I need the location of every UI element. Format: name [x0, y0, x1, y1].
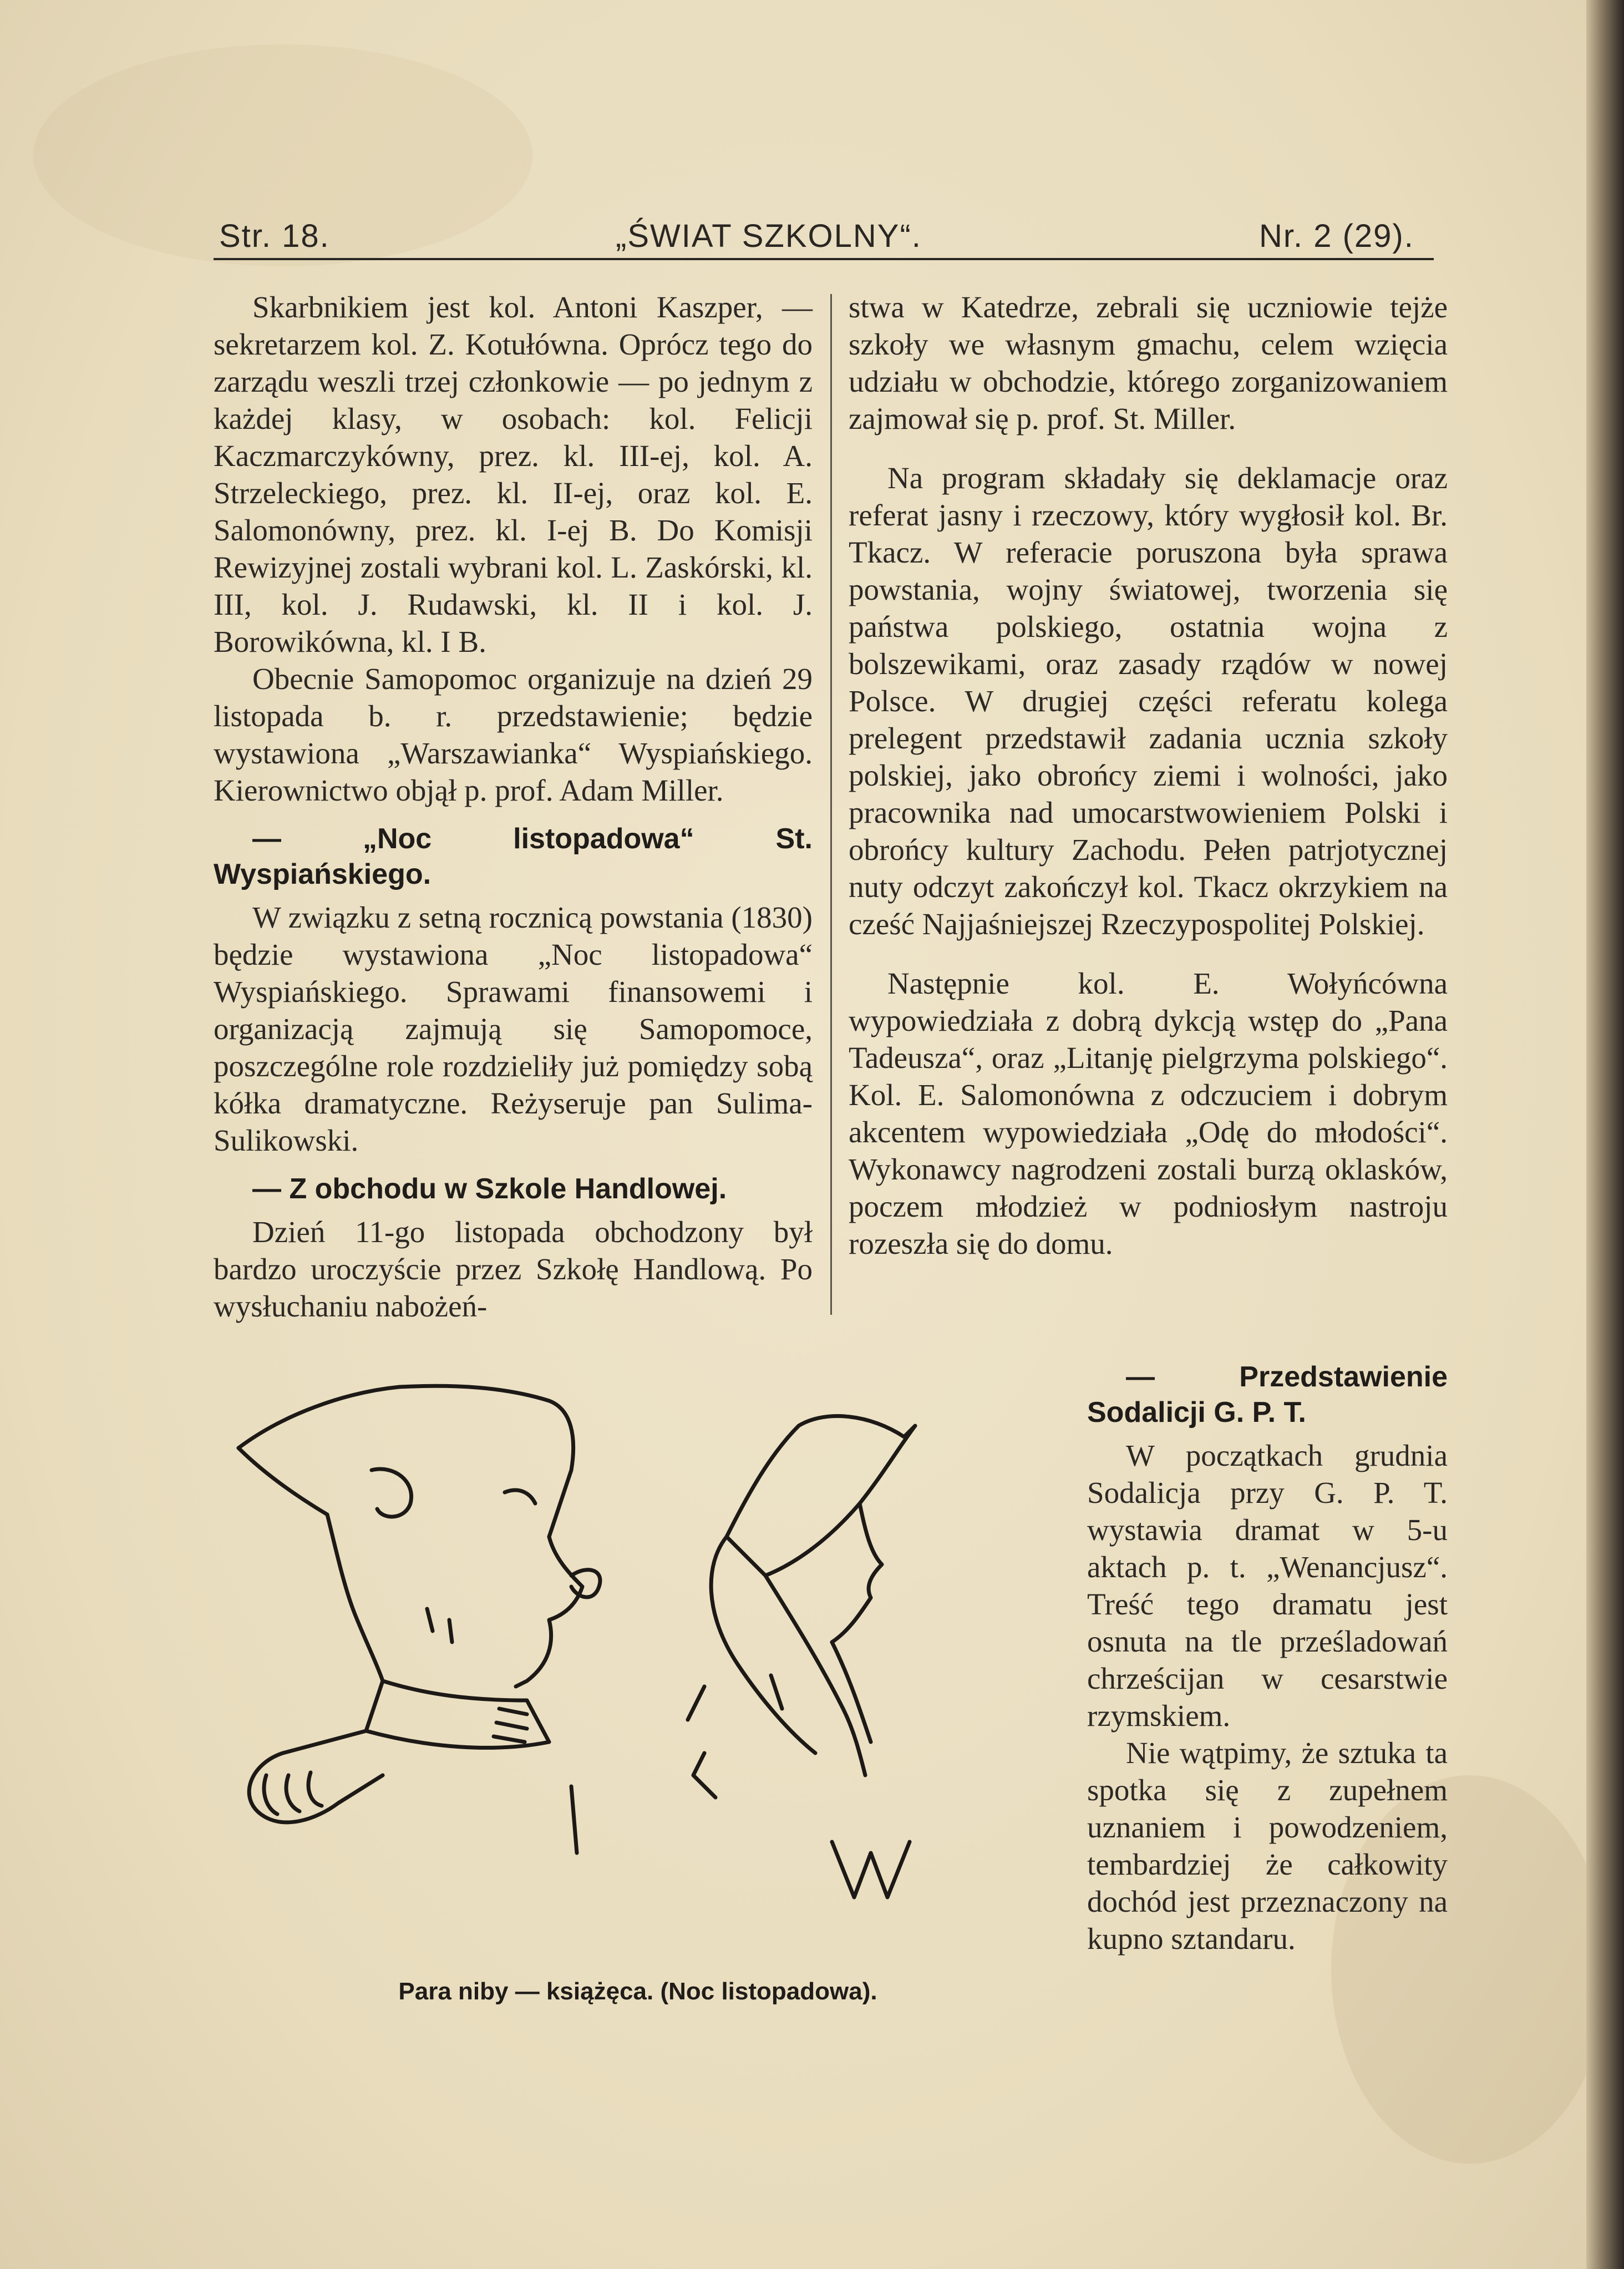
column-divider	[830, 294, 832, 1315]
column-left	[214, 288, 813, 1325]
right-figure-signature	[832, 1842, 910, 1897]
journal-title: „ŚWIAT SZKOLNY“.	[616, 218, 922, 254]
right-figure-lines	[688, 1675, 782, 1797]
left-figure-brim	[238, 1448, 327, 1515]
illustration-caption: Para niby — książęca. (Noc listopadowa).	[398, 1978, 877, 2005]
paragraph: Następnie kol. E. Wołyńcówna wypowiedziała z dobrą dykcją wstęp do „Pana Tadeusza“, oraz „Litanję pielgrzyma polskiego“. Kol. E. Salomonówna z odczuciem i dobrym akcentem wypowiedziała „Odę do młodości“. Wykonawcy nagrodzeni zostali burzą oklasków, poczem młodzież w podniosłym nastroju rozeszła się do domu.	[849, 966, 1448, 1260]
paragraph: Na program składały się deklamacje oraz referat jasny i rzeczowy, który wygłosił kol. Br. Tkacz. W referacie poruszona była sprawa powstania, wojny światowej, tworzenia się państwa polskiego, ostatnia wojna z bolszewikami, oraz zasady rządów w nowej Polsce. W drugiej części referatu kolega prelegent przedstawił zadania ucznia szkoły polskiej, jako obrońcy ziemi i wolności, jako pracownika nad umocarstwowieniem Polski i obrońcy kultury Zachodu. Pełen patrjotycznej nuty odczyt zakończył kol. Tkacz okrzykiem na cześć Najjaśniejszej Rzeczypospolitej Polskiej.	[849, 461, 1448, 941]
right-figure-back	[711, 1537, 815, 1753]
right-figure-scarf	[765, 1576, 865, 1775]
left-figure-lines	[427, 1609, 577, 1853]
right-figure-helmet	[727, 1416, 915, 1576]
page-header	[214, 208, 1434, 260]
caricature-illustration	[216, 1354, 1059, 1964]
page-edge-shadow	[1586, 0, 1624, 2269]
column-right-lower	[1087, 1359, 1448, 1957]
paragraph: Nie wątpimy, że sztuka ta spotka się z zupełnem uznaniem i powodzeniem, tembardziej że całkowity dochód jest przeznaczony na kupno sztandaru.	[1087, 1736, 1448, 1956]
issue-number: Nr. 2 (29).	[1259, 218, 1414, 254]
left-figure-collar-mark	[494, 1709, 527, 1742]
column-right	[849, 288, 1448, 1262]
section-heading: — Przedstawienie Sodalicji G. P. T.	[1087, 1361, 1448, 1429]
paragraph: W początkach grudnia Sodalicja przy G. P. T. wystawia dramat w 5-u aktach p. t. „Wenancjusz“. Treść tego dramatu jest osnuta na tle prześladowań chrześcijan w cesarstwie rzymskiem.	[1087, 1439, 1448, 1733]
left-figure-eye	[505, 1490, 535, 1503]
left-figure-ear	[372, 1469, 412, 1517]
left-figure-back	[327, 1515, 383, 1681]
paragraph: Skarbnikiem jest kol. Antoni Kaszper, — sekretarzem kol. Z. Kotułówna. Oprócz tego do zarządu weszli trzej członkowie — po jednym z każdej klasy, w osobach: kol. Felicji Kaczmarczykówny, prez. kl. III-ej, kol. A. Strzeleckiego, prez. kl. II-ej, oraz kol. E. Salomonówny, prez. kl. I-ej B. Do Komisji Rewizyjnej zostali wybrani kol. L. Zaskórski, kl. III, kol. J. Rudawski, kl. II i kol. J. Borowikówna, kl. I B.	[214, 290, 813, 659]
left-figure-fingers	[264, 1772, 322, 1814]
section-heading: — „Noc listopadowa“ St. Wyspiańskiego.	[214, 823, 813, 890]
paragraph: Obecnie Samopomoc organizuje na dzień 29 listopada b. r. przedstawienie; będzie wystawiona „Warszawianka“ Wyspiańskiego. Kierownictwo objął p. prof. Adam Miller.	[214, 662, 813, 807]
section-heading: — Z obchodu w Szkole Handlowej.	[252, 1173, 727, 1205]
paragraph: Dzień 11-go listopada obchodzony był bardzo uroczyście przez Szkołę Handlową. Po wysłuchaniu nabożeń-	[214, 1215, 813, 1323]
paragraph: W związku z setną rocznicą powstania (1830) będzie wystawiona „Noc listopadowa“ Wyspiańskiego. Sprawami finansowemi i organizacją zajmują się Samopomoce, poszczególne role rozdzieliły już pomiędzy sobą kółka dramatyczne. Reżyseruje pan Sulima-Sulikowski.	[214, 900, 813, 1157]
paragraph: stwa w Katedrze, zebrali się uczniowie tejże szkoły we własnym gmachu, celem wzięcia udziału w obchodzie, którego zorganizowaniem zajmował się p. prof. St. Miller.	[849, 290, 1448, 435]
left-figure-face	[516, 1537, 582, 1686]
left-figure-mustache	[571, 1570, 600, 1597]
page-number: Str. 18.	[219, 218, 330, 254]
left-figure-cap	[238, 1386, 574, 1537]
